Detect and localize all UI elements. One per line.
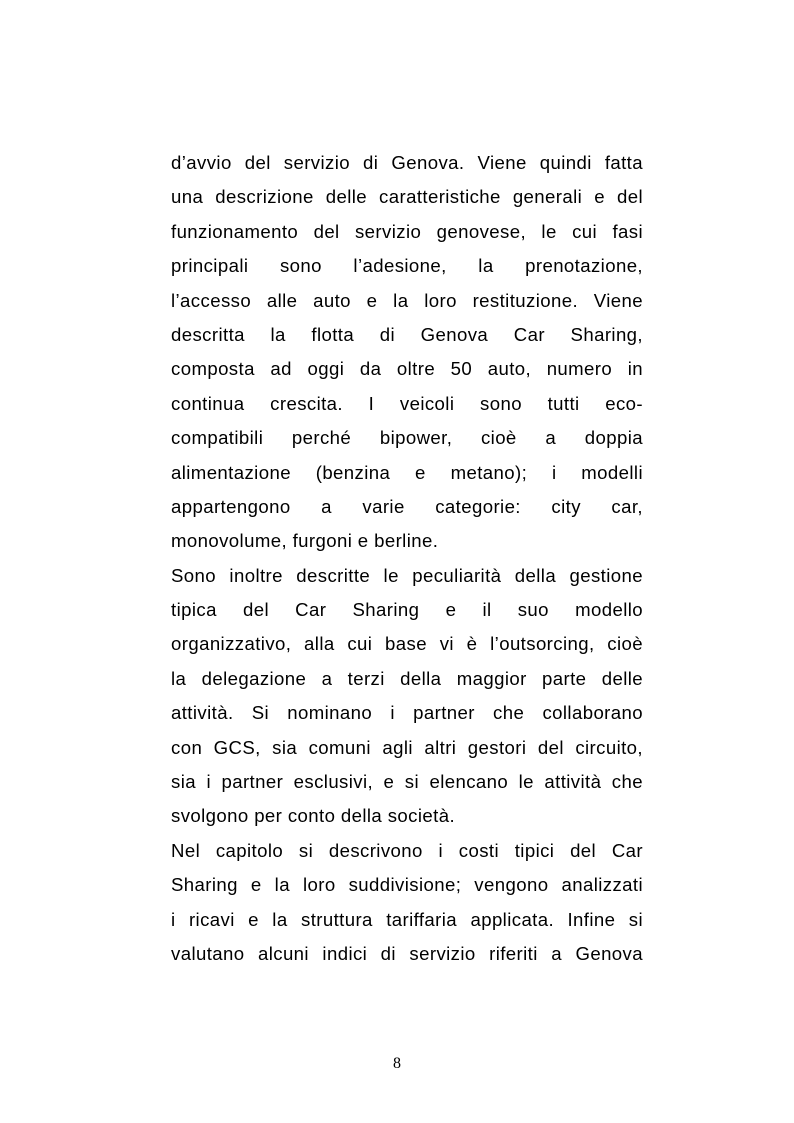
text-line: composta ad oggi da oltre 50 auto, numero in bbox=[171, 358, 643, 380]
text-line: sia i partner esclusivi, e si elencano le attività che bbox=[171, 771, 643, 793]
text-line: compatibili perché bipower, cioè a doppia bbox=[171, 427, 643, 449]
text-line: principali sono l’adesione, la prenotazione, bbox=[171, 255, 643, 277]
text-line: d’avvio del servizio di Genova. Viene quindi fatta bbox=[171, 152, 643, 173]
text-line: funzionamento del servizio genovese, le cui fasi bbox=[171, 220, 643, 242]
text-line: la delegazione a terzi della maggior parte delle bbox=[171, 667, 643, 689]
text-line: una descrizione delle caratteristiche generali e del bbox=[171, 186, 643, 208]
text-line: tipica del Car Sharing e il suo modello bbox=[171, 599, 643, 621]
text-line: valutano alcuni indici di servizio riferiti a Genova bbox=[171, 942, 643, 964]
text-line: Nel capitolo si descrivono i costi tipici del Car bbox=[171, 839, 643, 861]
text-line: Sono inoltre descritte le peculiarità della gestione bbox=[171, 564, 643, 586]
text-line: Sharing e la loro suddivisione; vengono analizzati bbox=[171, 874, 643, 896]
text-line: i ricavi e la struttura tariffaria applicata. Infine si bbox=[171, 908, 643, 930]
text-line: l’accesso alle auto e la loro restituzione. Viene bbox=[171, 289, 643, 311]
text-line: continua crescita. I veicoli sono tutti eco- bbox=[171, 392, 643, 414]
text-line: con GCS, sia comuni agli altri gestori del circuito, bbox=[171, 736, 643, 758]
text-line: descritta la flotta di Genova Car Sharing, bbox=[171, 323, 643, 345]
text-line: svolgono per conto della società. bbox=[171, 805, 456, 827]
text-line: appartengono a varie categorie: city car, bbox=[171, 495, 643, 517]
page-number: 8 bbox=[393, 1055, 401, 1072]
text-line: alimentazione (benzina e metano); i modelli bbox=[171, 461, 643, 483]
text-line: monovolume, furgoni e berline. bbox=[171, 530, 439, 552]
text-line: organizzativo, alla cui base vi è l’outsorcing, cioè bbox=[171, 633, 643, 655]
text-line: attività. Si nominano i partner che collaborano bbox=[171, 702, 643, 724]
body-text bbox=[171, 146, 643, 971]
